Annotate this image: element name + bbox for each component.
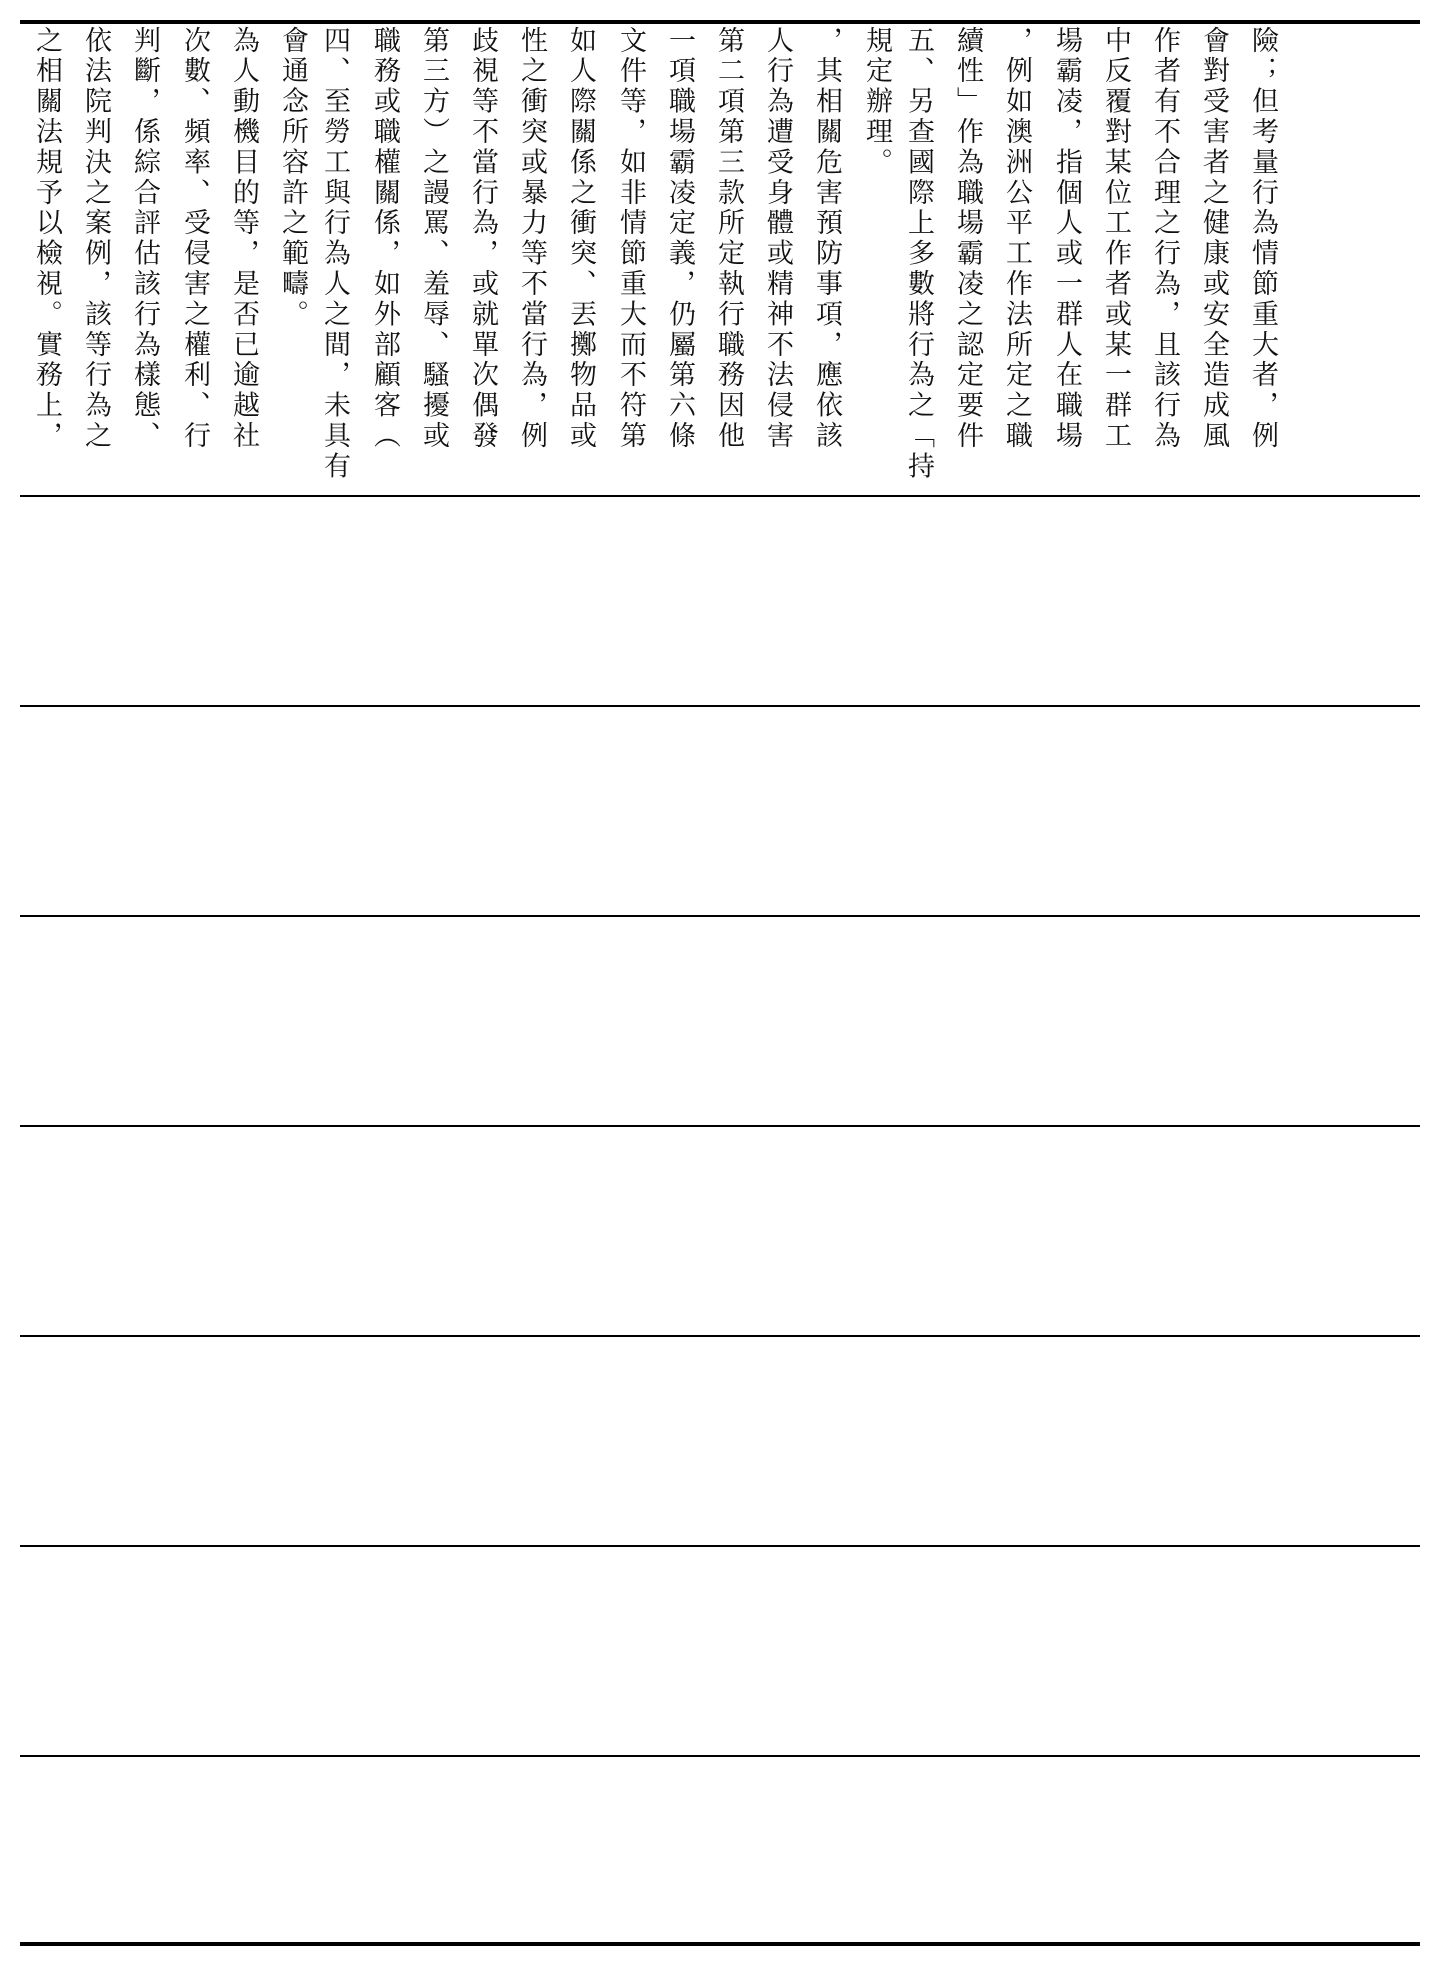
text-line: 續性」作為職場霸凌之認定要件 — [952, 26, 983, 452]
bottom-border — [20, 1942, 1420, 1946]
text-line: 歧視等不當行為，或就單次偶發 — [467, 26, 498, 452]
row-divider — [20, 915, 1420, 917]
text-line: 場霸凌，指個人或一群人在職場 — [1051, 26, 1082, 452]
text-line: 規定辦理。 — [861, 26, 892, 178]
row-divider — [20, 1125, 1420, 1127]
row-divider — [20, 495, 1420, 497]
row-divider — [20, 1545, 1420, 1547]
text-line: 人行為遭受身體或精神不法侵害 — [762, 26, 793, 452]
row-divider — [20, 1755, 1420, 1757]
text-line: ，其相關危害預防事項，應依該 — [811, 26, 842, 452]
text-line: 性之衝突或暴力等不當行為，例 — [516, 26, 547, 452]
row-divider — [20, 705, 1420, 707]
text-line: 五、另查國際上多數將行為之「持 — [903, 26, 934, 482]
text-line: 一項職場霸凌定義，仍屬第六條 — [664, 26, 695, 452]
text-line: 會通念所容許之範疇。 — [277, 26, 308, 330]
row-divider — [20, 1335, 1420, 1337]
text-line: 會對受害者之健康或安全造成風 — [1198, 26, 1229, 452]
text-line: 第二項第三款所定執行職務因他 — [713, 26, 744, 452]
text-line: 依法院判決之案例，該等行為之 — [80, 26, 111, 452]
vertical-text-column — [20, 22, 1420, 492]
text-line: 文件等，如非情節重大而不符第 — [615, 26, 646, 452]
text-line: 第三方）之謾罵、羞辱、騷擾或 — [418, 26, 449, 452]
text-line: 如人際關係之衝突、丟擲物品或 — [565, 26, 596, 452]
text-line: 次數、頻率、受侵害之權利、行 — [179, 26, 210, 452]
text-line: ，例如澳洲公平工作法所定之職 — [1001, 26, 1032, 452]
text-line: 四、至勞工與行為人之間，未具有 — [319, 26, 350, 482]
text-line: 判斷，係綜合評估該行為樣態、 — [129, 26, 160, 452]
text-line: 中反覆對某位工作者或某一群工 — [1100, 26, 1131, 452]
text-line: 為人動機目的等，是否已逾越社 — [228, 26, 259, 452]
text-line: 險；但考量行為情節重大者，例 — [1247, 26, 1278, 452]
text-line: 之相關法規予以檢視。實務上， — [31, 26, 62, 452]
text-line: 作者有不合理之行為，且該行為 — [1149, 26, 1180, 452]
text-line: 職務或職權關係，如外部顧客（ — [369, 26, 400, 452]
